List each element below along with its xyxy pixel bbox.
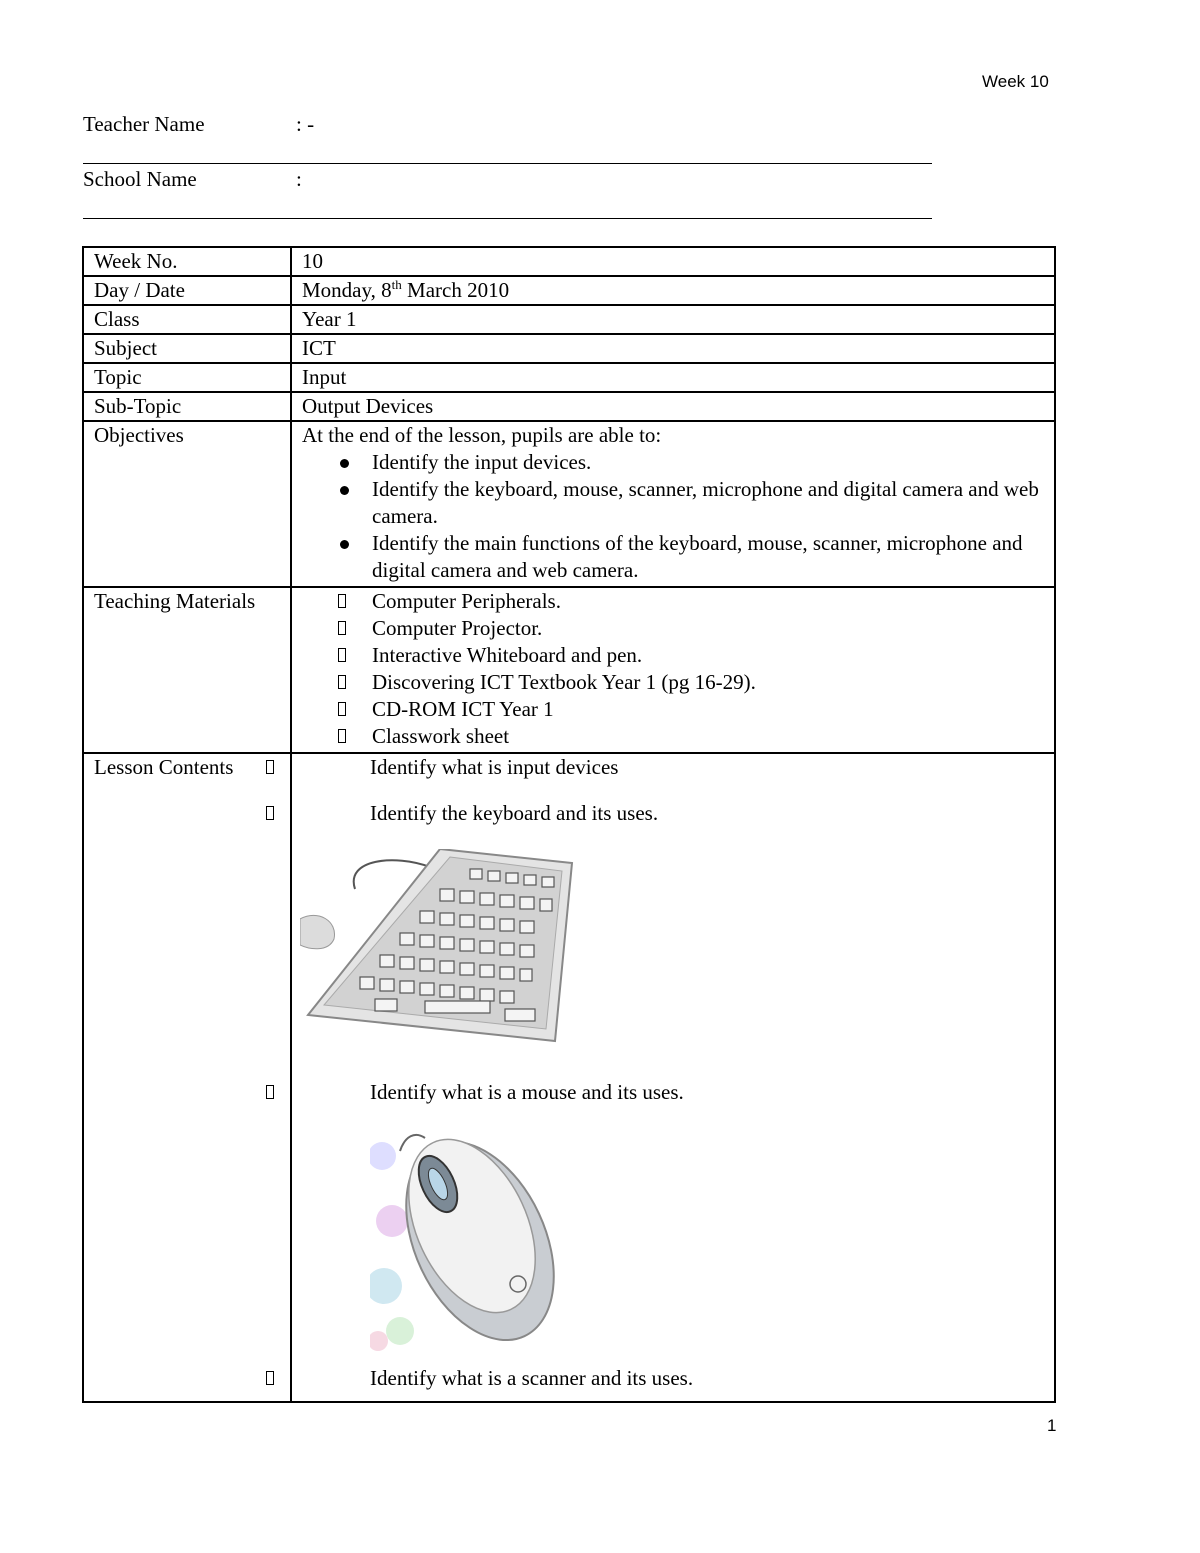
box-bullet-icon <box>338 648 346 662</box>
box-bullet-icon <box>266 1085 274 1099</box>
page-number: 1 <box>1047 1416 1057 1435</box>
school-name-value: : <box>296 167 302 191</box>
lesson-contents-label: Lesson Contents <box>83 753 291 1402</box>
row-topic <box>83 363 1055 392</box>
keyboard-image <box>300 849 575 1045</box>
teacher-name-label: Teacher Name <box>83 112 205 136</box>
box-bullet-icon <box>338 675 346 689</box>
teacher-name-value: : - <box>296 112 315 136</box>
material-text: CD-ROM ICT Year 1 <box>372 697 554 722</box>
box-bullet-icon <box>338 729 346 743</box>
objectives-intro: At the end of the lesson, pupils are able to: <box>302 423 662 447</box>
box-bullet-icon <box>266 760 274 774</box>
row-week-no <box>83 247 1055 276</box>
row-subject <box>83 334 1055 363</box>
material-item <box>372 669 1046 696</box>
teacher-name-underline <box>83 163 932 164</box>
day-date-suffix: March 2010 <box>401 278 510 302</box>
day-date-label: Day / Date <box>83 276 291 305</box>
box-bullet-icon <box>266 1371 274 1385</box>
lesson-text: Identify what is input devices <box>370 755 619 780</box>
material-text: Computer Projector. <box>372 616 543 641</box>
material-item <box>372 642 1046 669</box>
day-date-value <box>291 276 1055 305</box>
week-no-label: Week No. <box>83 247 291 276</box>
material-item <box>372 615 1046 642</box>
week-no-value: 10 <box>291 247 1055 276</box>
school-name-label: School Name <box>83 167 197 191</box>
lesson-item <box>300 754 1046 781</box>
objective-item: Identify the keyboard, mouse, scanner, microphone and digital camera and web camera. <box>372 476 1046 530</box>
row-day-date <box>83 276 1055 305</box>
row-objectives <box>83 421 1055 587</box>
teaching-materials-list <box>302 588 1046 750</box>
class-value: Year 1 <box>291 305 1055 334</box>
lesson-item <box>300 1365 1046 1392</box>
class-label: Class <box>83 305 291 334</box>
material-item <box>372 696 1046 723</box>
material-item <box>372 588 1046 615</box>
lesson-text: Identify what is a scanner and its uses. <box>370 1366 694 1391</box>
objective-item: Identify the input devices. <box>372 449 1046 476</box>
row-class <box>83 305 1055 334</box>
row-teaching-materials <box>83 587 1055 753</box>
material-item <box>372 723 1046 750</box>
mouse-image <box>370 1126 565 1351</box>
box-bullet-icon <box>338 702 346 716</box>
lesson-plan-table <box>82 246 1056 1403</box>
school-name-underline <box>83 218 932 219</box>
material-text: Interactive Whiteboard and pen. <box>372 643 643 668</box>
sub-topic-value: Output Devices <box>291 392 1055 421</box>
material-text: Classwork sheet <box>372 724 510 749</box>
topic-value: Input <box>291 363 1055 392</box>
material-text: Discovering ICT Textbook Year 1 (pg 16-29). <box>372 670 756 695</box>
objective-item: Identify the main functions of the keyboard, mouse, scanner, microphone and digital camera and web camera. <box>372 530 1046 584</box>
box-bullet-icon <box>338 621 346 635</box>
lesson-contents-value <box>291 753 1055 1402</box>
subject-label: Subject <box>83 334 291 363</box>
teaching-materials-label: Teaching Materials <box>83 587 291 753</box>
row-sub-topic <box>83 392 1055 421</box>
sub-topic-label: Sub-Topic <box>83 392 291 421</box>
box-bullet-icon <box>266 806 274 820</box>
objectives-list <box>302 449 1046 584</box>
objectives-label: Objectives <box>83 421 291 587</box>
lesson-text: Identify the keyboard and its uses. <box>370 801 659 826</box>
objectives-value <box>291 421 1055 587</box>
row-lesson-contents <box>83 753 1055 1402</box>
lesson-item <box>300 800 1046 827</box>
material-text: Computer Peripherals. <box>372 589 561 614</box>
topic-label: Topic <box>83 363 291 392</box>
subject-value: ICT <box>291 334 1055 363</box>
teaching-materials-value <box>291 587 1055 753</box>
box-bullet-icon <box>338 594 346 608</box>
header-week-label: Week 10 <box>982 72 1049 91</box>
lesson-item <box>300 1079 1046 1106</box>
lesson-text: Identify what is a mouse and its uses. <box>370 1080 684 1105</box>
day-date-prefix: Monday, 8 <box>302 278 392 302</box>
day-date-superscript: th <box>391 277 402 292</box>
